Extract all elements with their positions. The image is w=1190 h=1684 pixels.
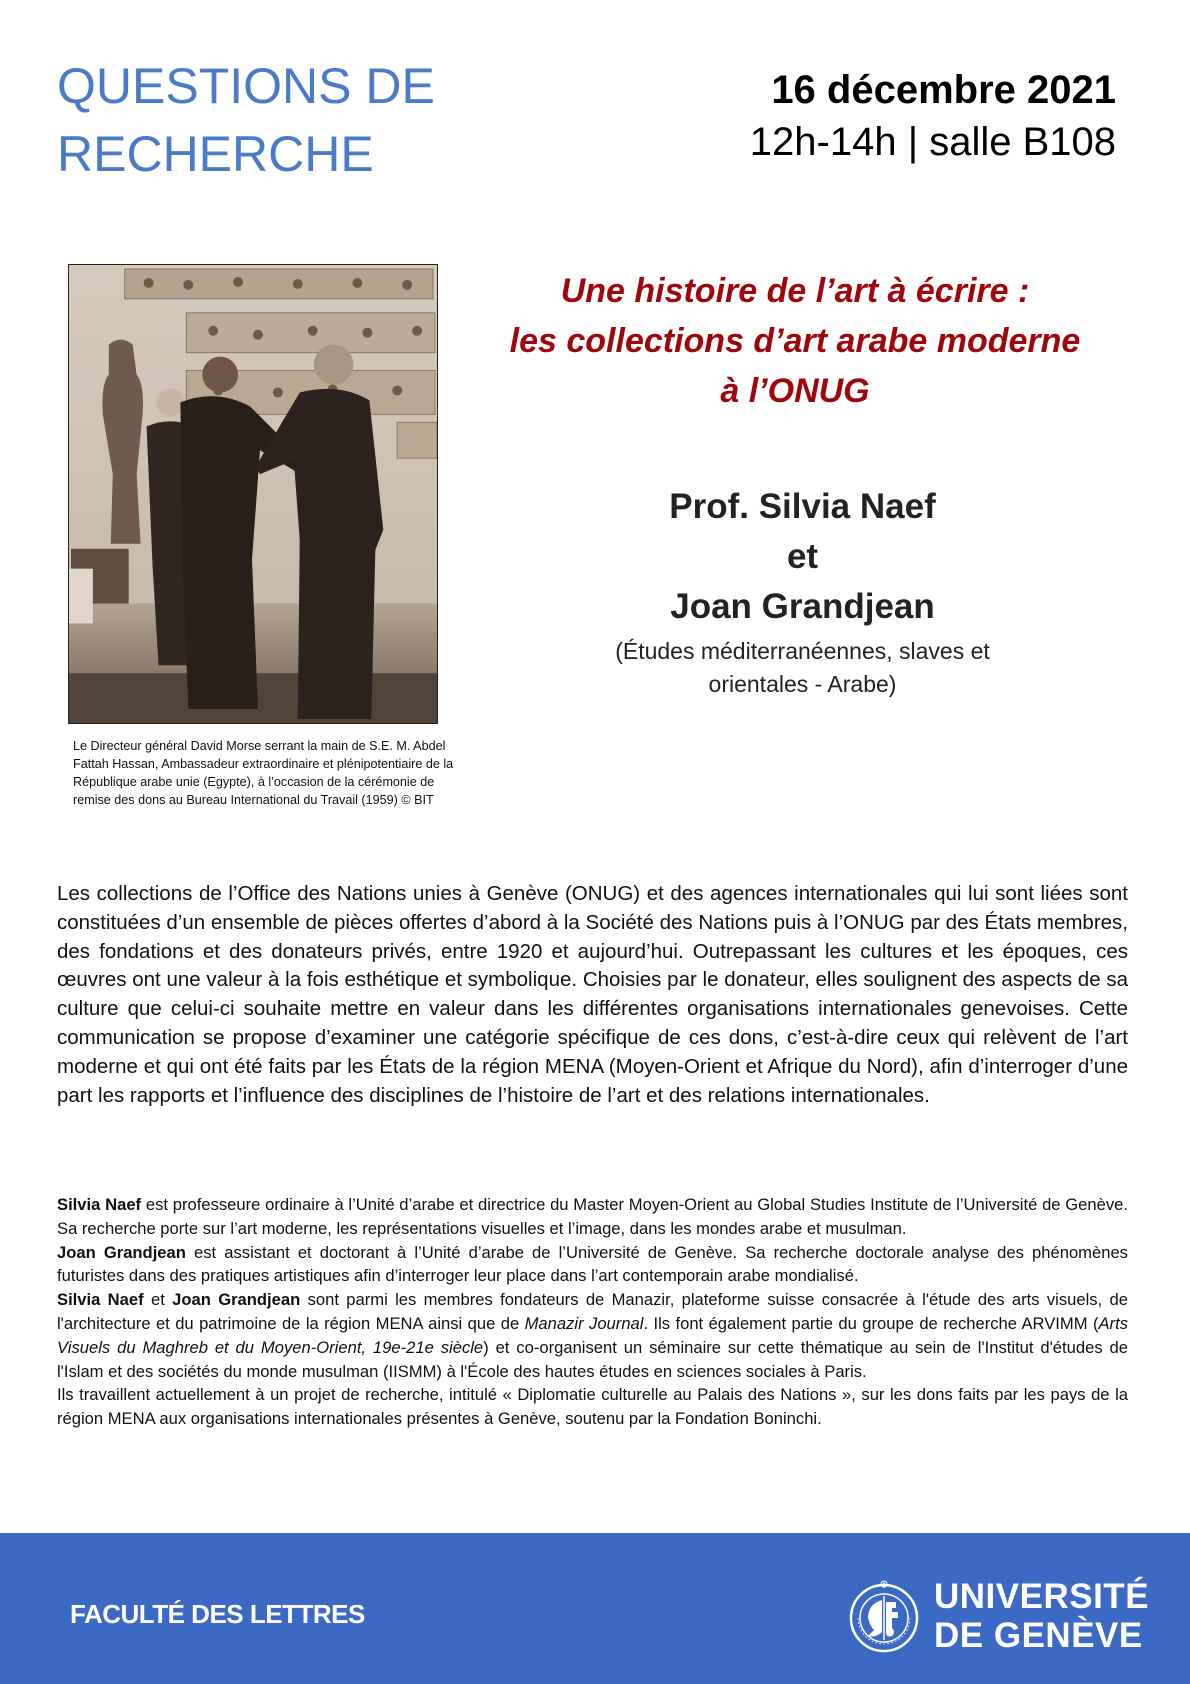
university-name bbox=[934, 1577, 1149, 1655]
series-title bbox=[57, 52, 435, 188]
bio-naef bbox=[57, 1193, 1128, 1241]
speaker-2-name: Joan Grandjean bbox=[670, 587, 935, 626]
speaker-1-name: Prof. Silvia Naef bbox=[669, 487, 936, 526]
event-date: 16 décembre 2021 bbox=[771, 68, 1116, 112]
photo-illustration bbox=[69, 265, 437, 723]
photo-sepia-overlay bbox=[69, 265, 437, 723]
footer-band bbox=[0, 1533, 1190, 1684]
speaker-bios bbox=[57, 1193, 1128, 1431]
university-name-line-1: UNIVERSITÉ bbox=[934, 1577, 1150, 1616]
event-time-room: 12h-14h | salle B108 bbox=[749, 120, 1116, 164]
bio-joint-text-1: sont parmi les membres fondateurs de Manazir, plateforme suisse consacrée à l'étude des arts visuels, de l'architecture et du patrimoine de la région MENA ainsi que de bbox=[57, 1290, 1128, 1333]
bio-naef-text: est professeure ordinaire à l’Unité d’arabe et directrice du Master Moyen-Orient au Global Studies Institute de l’Université de Genève. Sa recherche porte sur l’art moderne, les représentations visuelles et l’image, dans les mondes arabe et musulman. bbox=[57, 1195, 1129, 1238]
bio-grandjean bbox=[57, 1241, 1128, 1289]
abstract-paragraph: Les collections de l’Office des Nations unies à Genève (ONUG) et des agences internationales qui lui sont liées sont constituées d’un ensemble de pièces offertes d’abord à la Société des Nations puis à l’ONUG par des États membres, des fondations et des donateurs privés, entre 1920 et aujourd’hui. Outrepassant les cultures et les époques, ces œuvres ont une valeur à la fois esthétique et symbolique. Choisies par le donateur, elles soulignent des aspects de sa culture que celui-ci souhaite mettre en valeur dans les différentes organisations internationales genevoises. Cette communication se propose d’examiner une catégorie spécifique de ces dons, c’est-à-dire ceux qui relèvent de l’art moderne et qui ont été faits par les États de la région MENA (Moyen-Orient et Afrique du Nord), afin d’interroger d’une part les rapports et l’influence des disciplines de l’histoire de l’art et des relations internationales. bbox=[57, 882, 1128, 1107]
affiliation-line-2: orientales - Arabe) bbox=[708, 671, 897, 697]
series-title-line-2: RECHERCHE bbox=[57, 126, 374, 182]
bio-joint bbox=[57, 1288, 1128, 1383]
university-logo bbox=[848, 1577, 1149, 1655]
bio-joint-name-2: Joan Grandjean bbox=[172, 1290, 301, 1310]
talk-title-line-2: les collections d’art arabe moderne bbox=[509, 322, 1081, 360]
bio-joint-text-2: . Ils font également partie du groupe de recherche ARVIMM ( bbox=[643, 1313, 1099, 1333]
event-info bbox=[750, 64, 1116, 168]
bio-project: Ils travaillent actuellement à un projet de recherche, intitulé « Diplomatie culturelle au Palais des Nations », sur les dons faits par les pays de la région MENA aux organisations internationales présentes à Genève, soutenu par la Fondation Boninchi. bbox=[57, 1385, 1128, 1429]
speakers bbox=[530, 482, 1075, 701]
speakers-joiner: et bbox=[786, 537, 819, 576]
bio-joint-arvimm: Arts Visuels du Maghreb et du Moyen-Orient, 19e-21e siècle bbox=[57, 1313, 1128, 1357]
photo-caption: Le Directeur général David Morse serrant la main de S.E. M. Abdel Fattah Hassan, Ambassadeur extraordinaire et plénipotentiaire de la République arabe unie (Egypte), à l’occasion de la cérémonie de remise des dons au Bureau International du Travail (1959) © BIT bbox=[73, 739, 454, 807]
talk-title-line-1: Une histoire de l’art à écrire : bbox=[560, 272, 1030, 310]
bio-joint-name-1: Silvia Naef bbox=[57, 1290, 144, 1310]
talk-title bbox=[480, 266, 1110, 416]
event-photo bbox=[68, 264, 438, 724]
talk-title-line-3: à l’ONUG bbox=[720, 372, 870, 410]
speakers-affiliation bbox=[530, 635, 1075, 701]
bio-joint-journal: Manazir Journal bbox=[524, 1313, 644, 1333]
affiliation-line-1: (Études méditerranéennes, slaves et bbox=[615, 638, 990, 664]
bio-naef-name: Silvia Naef bbox=[57, 1195, 142, 1214]
faculty-label: FACULTÉ DES LETTRES bbox=[70, 1599, 365, 1629]
university-name-line-2: DE GENÈVE bbox=[934, 1616, 1143, 1655]
bio-joint-text-3: ) et co-organisent un séminaire sur cette thématique au sein de l'Institut d'études de l'Islam et des sociétés du monde musulman (IISMM) à l'École des hautes études en sciences sociales à Paris. bbox=[57, 1337, 1128, 1381]
bio-joint-and: et bbox=[143, 1290, 173, 1310]
series-title-line-1: QUESTIONS DE bbox=[57, 58, 435, 114]
university-seal-icon bbox=[848, 1578, 920, 1654]
bio-grandjean-name: Joan Grandjean bbox=[57, 1242, 186, 1262]
bio-grandjean-text: est assistant et doctorant à l’Unité d’arabe de l’Université de Genève. Sa recherche doctorale analyse des phénomènes futuristes dans des pratiques artistiques afin d’interroger leur place dans l’art contemporain arabe mondialisé. bbox=[57, 1242, 1128, 1286]
